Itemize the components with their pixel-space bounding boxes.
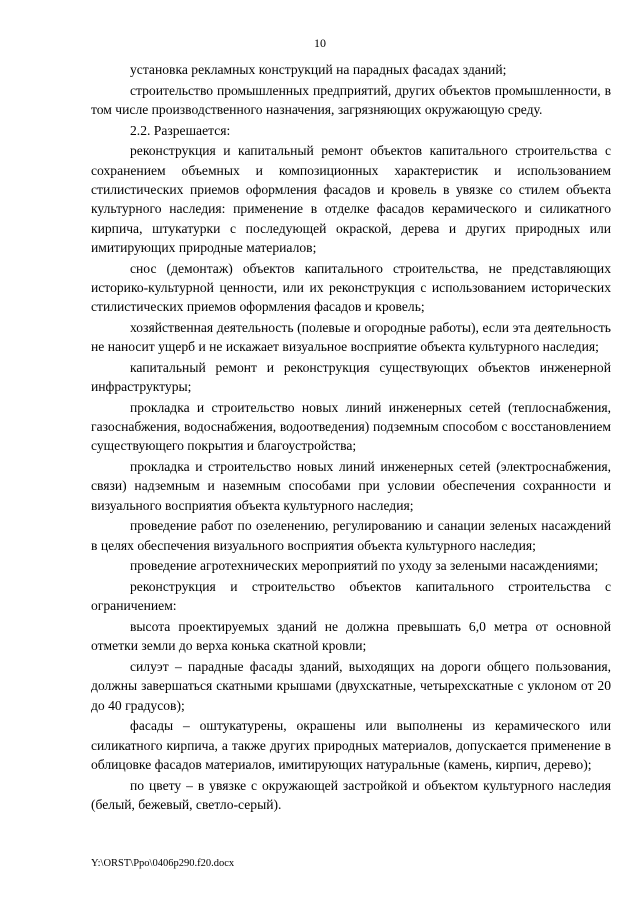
paragraph: капитальный ремонт и реконструкция существующих объектов инженерной инфраструктуры; [91, 359, 611, 395]
paragraph: проведение агротехнических мероприятий по уходу за зелеными насаждениями; [130, 558, 599, 574]
document-body [91, 60, 611, 816]
paragraph: прокладка и строительство новых линий инженерных сетей (теплоснабжения, газоснабжения, водоснабжения, водоотведения) подземным способом с восстановлением существующего покрытия и благоустройства; [91, 399, 611, 454]
paragraph: проведение работ по озеленению, регулированию и санации зеленых насаждений в целях обеспечения визуального восприятия объекта культурного наследия; [91, 518, 611, 553]
paragraph: строительство промышленных предприятий, других объектов промышленности, в том числе производственного назначения, загрязняющих окружающую среду. [91, 82, 611, 117]
paragraph: по цвету – в увязке с окружающей застройкой и объектом культурного наследия (белый, бежевый, светло-серый). [91, 777, 611, 812]
paragraph: хозяйственная деятельность (полевые и огородные работы), если эта деятельность не наносит ущерб и не искажает визуальное восприятие объекта культурного наследия; [91, 319, 611, 355]
paragraph: прокладка и строительство новых линий инженерных сетей (электроснабжения, связи) надземным и наземным способами при условии обеспечения сохранности и визуального восприятия объекта культурного наследия; [91, 459, 611, 513]
paragraph: снос (демонтаж) объектов капитального строительства, не представляющих историко-культурной ценности, или их реконструкция с использованием исторических стилистических приемов оформления фасадов и кровель; [91, 260, 611, 315]
paragraph: фасады – оштукатурены, окрашены или выполнены из керамического или силикатного кирпича, а также других природных материалов, допускается применение в облицовке фасадов материалов, имитирующих натуральные (камень, кирпич, дерево); [91, 718, 611, 772]
paragraph: реконструкция и строительство объектов капитального строительства с ограничением: [91, 579, 611, 614]
paragraph: высота проектируемых зданий не должна превышать 6,0 метра от основной отметки земли до верха конька скатной кровли; [91, 619, 611, 654]
page-number: 10 [314, 36, 326, 50]
paragraph: силуэт – парадные фасады зданий, выходящих на дороги общего пользования, должны завершаться скатными крышами (двухскатные, четырехскатные с уклоном от 20 до 40 градусов); [91, 658, 611, 713]
section-heading: 2.2. Разрешается: [130, 122, 231, 138]
footer-file-path: Y:\ORST\Ppo\0406p290.f20.docx [91, 858, 235, 869]
paragraph: реконструкция и капитальный ремонт объектов капитального строительства с сохранением объемных и композиционных характеристик и использованием стилистических приемов оформления фасадов и кровель в увязке со стилем объекта культурного наследия: применение в отделке фасадов керамического и силикатного кирпича, штукатурки с последующей окраской, дерева и других природных или имитирующих природные материалов; [91, 143, 611, 255]
paragraph: установка рекламных конструкций на парадных фасадах зданий; [130, 62, 507, 77]
